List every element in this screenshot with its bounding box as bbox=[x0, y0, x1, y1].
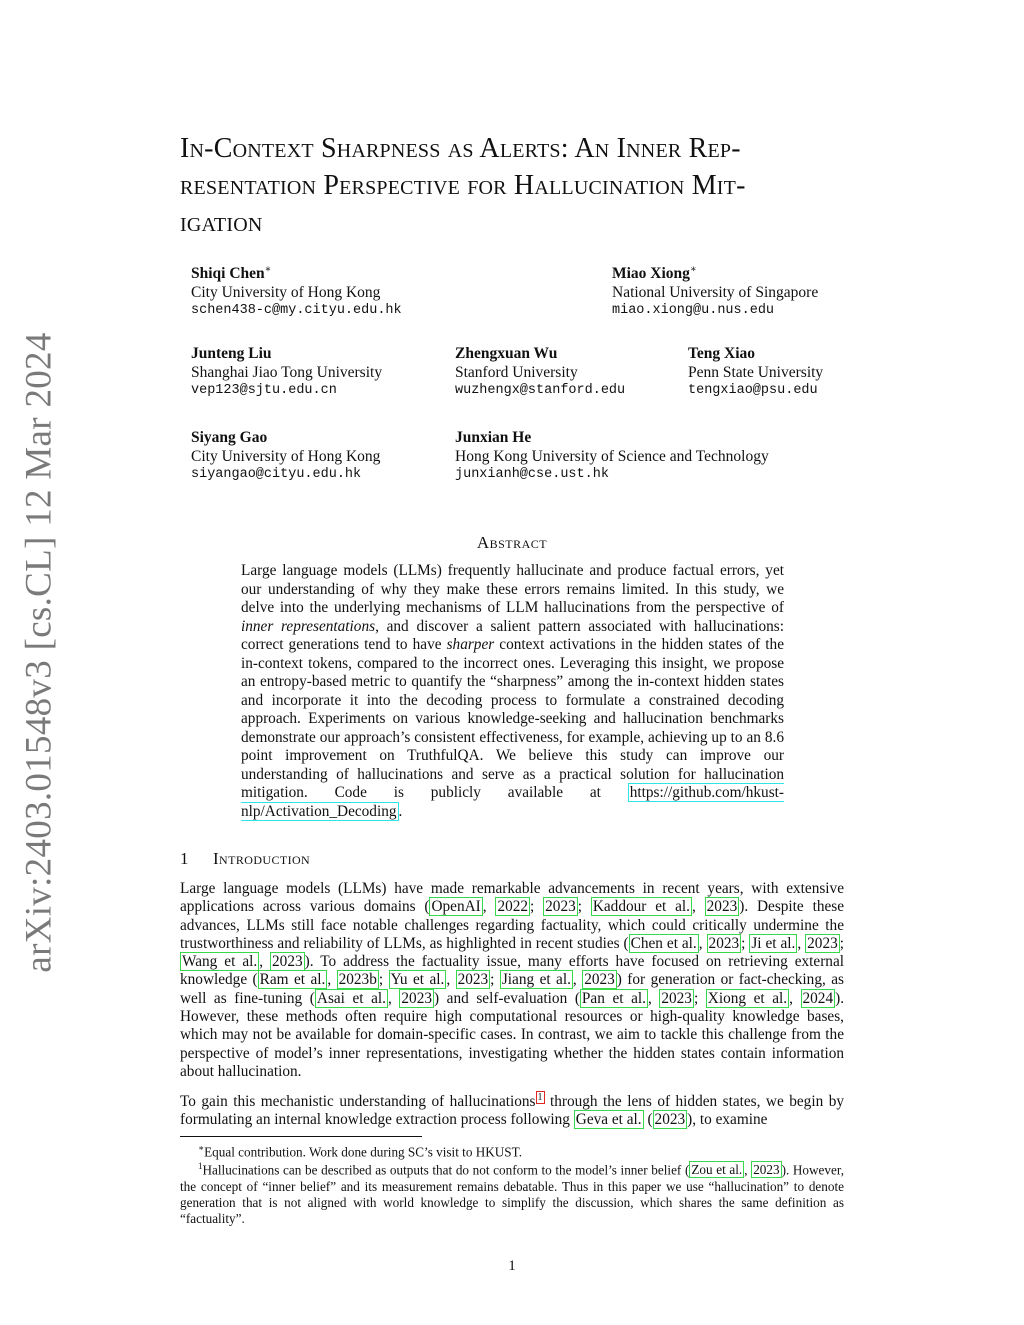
citation-link[interactable]: Yu et al. bbox=[390, 971, 445, 989]
intro-paragraph: Large language models (LLMs) have made remarkable advancements in recent years, with extensive applications across various domains ( OpenAI , 2022 ; 2023 ; Kaddour et al. , 2023 ). Despite these advances, LLMs still face notable challenges regarding factuality, which could critically undermine the trustworthiness and reliability of LLMs, as highlighted in recent studies ( Chen et al. , 2023 ; Ji et al. , 2023 ; Wang et al. , 2023 ). To address the factuality issue, many efforts have focused on retrieving external knowledge ( Ram et al. , 2023b ; Yu et al. , 2023 ; Jiang et al. , 2023 ) for generation or fact-checking, as well as fine-tuning ( Asai et al. , 2023 ) and self-evaluation ( Pan et al. , 2023 ; Xiong et al. , 2024 ). However, these methods often require high computational resources or high-quality knowledge bases, which may not be available for domain-specific cases. In contrast, we aim to tackle this challenge from the perspective of model’s inner representations, investigating whether the hidden states contain information about hallucination. bbox=[180, 880, 845, 1080]
author-block bbox=[612, 261, 818, 321]
title-line-2: resentation Perspective for Hallucination Mit- bbox=[180, 170, 746, 201]
footnote-mark: 1 bbox=[198, 1161, 203, 1171]
citation-link[interactable]: Asai et al. bbox=[316, 989, 386, 1007]
citation-link[interactable]: Kaddour et al. bbox=[592, 898, 690, 916]
intro-paragraph: To gain this mechanistic understanding of hallucinations $^1$ through the lens of hidden states, we begin by formulating an internal knowledge extraction process following Geva et al. ( 2023 ), to examine bbox=[180, 1091, 844, 1129]
code-link[interactable]: https://github.com/hkust-nlp/Activation_Decoding bbox=[241, 784, 784, 820]
author-affiliation: Hong Kong University of Science and Technology bbox=[455, 447, 769, 465]
citation-link[interactable]: 2023b bbox=[338, 971, 377, 989]
abstract-body: Large language models (LLMs) frequently hallucinate and produce factual errors, yet our understanding of why they make these errors remains limited. In this study, we delve into the underlying mechanisms of LLM hallucinations from the perspective of inner representations, and discover a salient pattern associated with hallucinations: correct generations tend to have sharper context activations in the hidden states of the in-context tokens, compared to the incorrect ones. Leveraging this insight, we propose an entropy-based metric to quantify the “sharpness” among the in-context hidden states and incorporate it into the decoding process to formulate a constrained decoding approach. Experiments on various knowledge-seeking and hallucination benchmarks demonstrate our approach’s consistent effectiveness, for example, achieving up to an 8.6 point improvement on TruthfulQA. We believe this study can improve our understanding of hallucinations and serve as a practical solution for hallucination mitigation. Code is publicly available at https://github.com/hkust-nlp/Activation_Decoding . bbox=[241, 562, 784, 820]
author-email[interactable]: tengxiao@psu.edu bbox=[688, 383, 818, 398]
citation-link[interactable]: Pan et al. bbox=[581, 989, 646, 1007]
section-heading bbox=[180, 849, 310, 869]
footnote-equal-contribution: ∗Equal contribution. Work done during SC’s visit to HKUST. bbox=[198, 1143, 522, 1160]
author-email[interactable]: miao.xiong@u.nus.edu bbox=[612, 303, 775, 319]
author-affiliation: City University of Hong Kong bbox=[191, 447, 381, 465]
author-email[interactable]: junxianh@cse.ust.hk bbox=[455, 467, 609, 482]
footnote-hallucination: $^1$Hallucinations can be described as outputs that do not conform to the model’s inner belief ( Zou et al. , 2023 ). However, the concept of “inner belief” and its measurement remains debatable. Thus in this paper we use “hallucination” to denote generation that is not aligned with world knowledge to simplify the discussion, which shares the same definition as “factuality”. bbox=[180, 1161, 845, 1226]
author-affiliation: Stanford University bbox=[455, 363, 578, 381]
citation-link[interactable]: 2023 bbox=[401, 989, 432, 1007]
arxiv-stamp: arXiv:2403.01548v3 [cs.CL] 12 Mar 2024 bbox=[18, 332, 60, 973]
citation-link[interactable]: 2023 bbox=[457, 971, 489, 989]
citation-link[interactable]: 2023 bbox=[706, 898, 738, 916]
footnote-divider bbox=[180, 1136, 422, 1137]
citation-link[interactable]: Chen et al. bbox=[630, 934, 697, 952]
title-line-3: igation bbox=[180, 207, 263, 238]
author-email[interactable]: schen438-c@my.cityu.edu.hk bbox=[191, 303, 402, 319]
citation-link[interactable]: 2023 bbox=[807, 934, 838, 952]
author-name: Miao Xiong bbox=[612, 265, 690, 283]
citation-link[interactable]: OpenAI bbox=[431, 898, 481, 916]
citation-link[interactable]: Ram et al. bbox=[259, 971, 326, 989]
author-block bbox=[191, 345, 382, 401]
author-block bbox=[688, 345, 823, 401]
citation-link[interactable]: Zou et al. bbox=[691, 1162, 743, 1178]
author-block bbox=[455, 429, 769, 485]
citation-link[interactable]: 2023 bbox=[753, 1162, 780, 1178]
author-name: Teng Xiao bbox=[688, 345, 756, 362]
citation-link[interactable]: Wang et al. bbox=[182, 953, 258, 971]
author-block bbox=[191, 429, 380, 485]
citation-link[interactable]: 2023 bbox=[661, 989, 692, 1007]
footnote-ref-link[interactable]: 1 bbox=[537, 1091, 543, 1103]
equal-contribution-mark: ∗ bbox=[689, 264, 697, 275]
section-number: 1 bbox=[180, 849, 189, 868]
citation-link[interactable]: 2023 bbox=[708, 934, 740, 952]
citation-link[interactable]: Xiong et al. bbox=[707, 989, 788, 1007]
citation-link[interactable]: 2023 bbox=[272, 953, 303, 971]
citation-link[interactable]: 2023 bbox=[545, 898, 576, 916]
author-email[interactable]: vep123@sjtu.edu.cn bbox=[191, 383, 337, 398]
citation-link[interactable]: Geva et al. bbox=[575, 1111, 642, 1129]
paper-title bbox=[180, 130, 850, 241]
author-email[interactable]: siyangao@cityu.edu.hk bbox=[191, 467, 362, 482]
author-name: Zhengxuan Wu bbox=[455, 345, 558, 362]
citation-link[interactable]: 2023 bbox=[654, 1111, 686, 1129]
author-name: Junteng Liu bbox=[191, 345, 272, 362]
abstract-heading: Abstract bbox=[476, 533, 548, 552]
author-name: Junxian He bbox=[455, 429, 532, 446]
author-email[interactable]: wuzhengx@stanford.edu bbox=[455, 383, 626, 398]
citation-link[interactable]: Ji et al. bbox=[751, 934, 796, 952]
emphasis: inner representations bbox=[241, 617, 376, 635]
author-block bbox=[455, 345, 625, 401]
section-title: Introduction bbox=[213, 849, 311, 868]
page-number: 1 bbox=[508, 1258, 516, 1274]
author-affiliation: Shanghai Jiao Tong University bbox=[191, 363, 383, 381]
emphasis: sharper bbox=[446, 636, 495, 653]
citation-link[interactable]: 2023 bbox=[584, 971, 615, 989]
citation-link[interactable]: 2024 bbox=[802, 989, 834, 1007]
footnote-mark: ∗ bbox=[198, 1143, 205, 1153]
citation-link[interactable]: 2022 bbox=[497, 898, 529, 916]
author-affiliation: National University of Singapore bbox=[612, 283, 819, 301]
citation-link[interactable]: Jiang et al. bbox=[501, 971, 571, 989]
equal-contribution-mark: ∗ bbox=[264, 264, 272, 275]
author-affiliation: Penn State University bbox=[688, 363, 824, 381]
author-affiliation: City University of Hong Kong bbox=[191, 283, 381, 301]
author-name: Shiqi Chen bbox=[191, 265, 265, 283]
author-name: Siyang Gao bbox=[191, 429, 268, 446]
title-line-1: In-Context Sharpness as Alerts: An Inner Rep- bbox=[180, 133, 741, 164]
author-block bbox=[191, 261, 402, 321]
